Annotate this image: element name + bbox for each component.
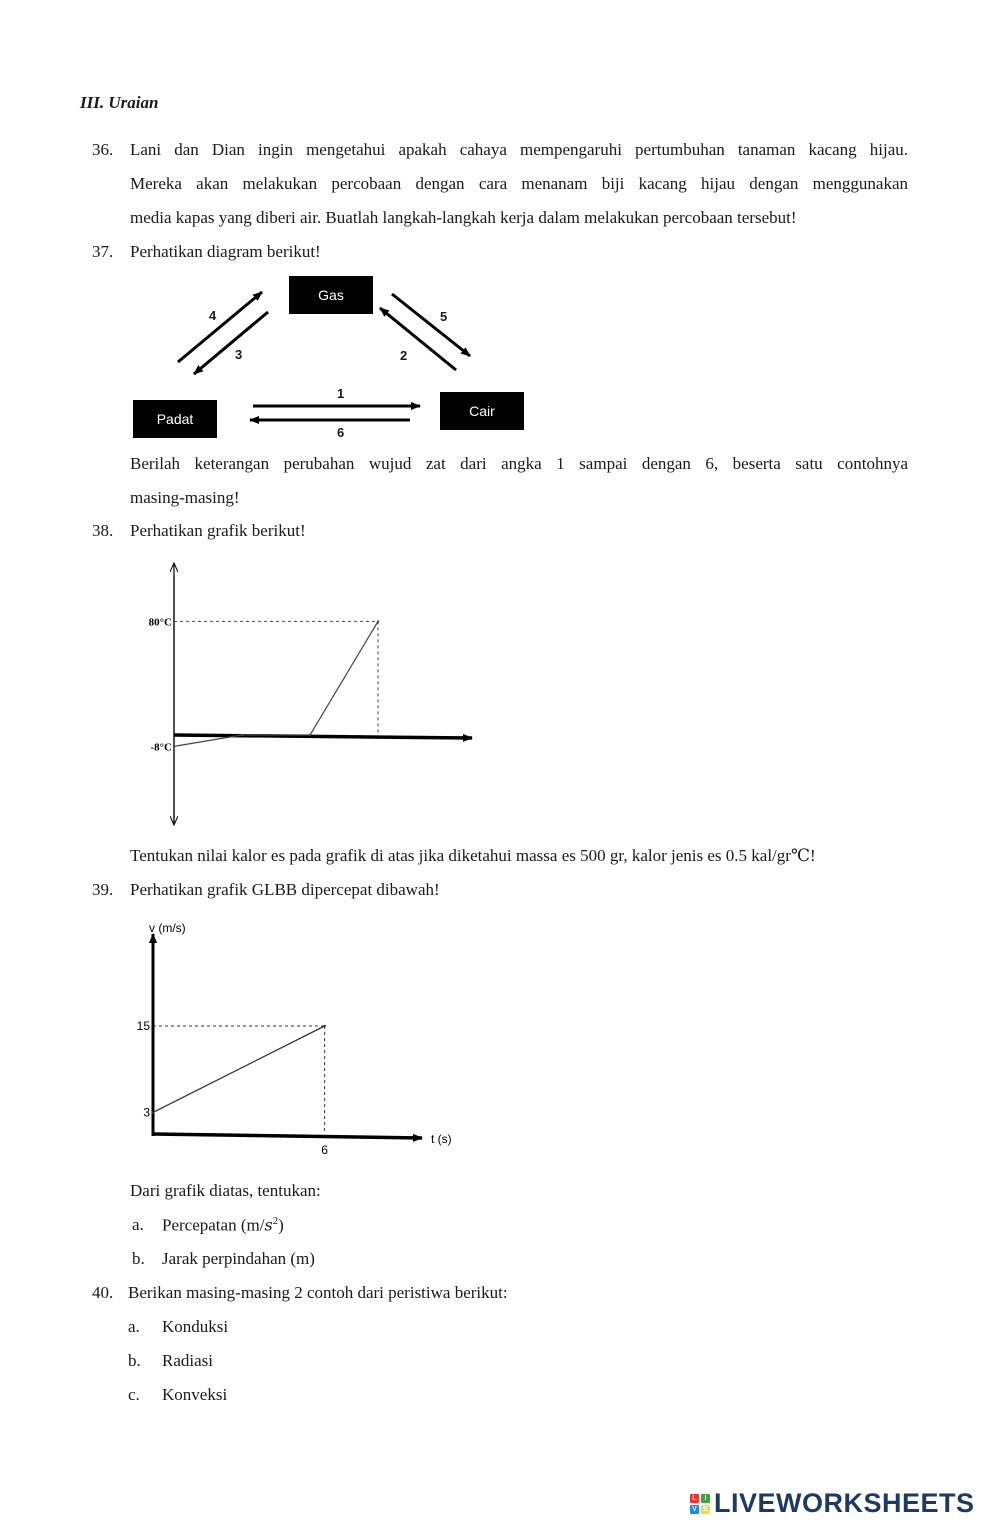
question-36-line-3: media kapas yang diberi air. Buatlah langkah-langkah kerja dalam melakukan percobaan tersebut! [130,208,797,227]
data-point-0 [152,1111,155,1114]
chart-2-plot-area [137,921,452,1157]
y-tick-label-1: -8°C [150,741,172,754]
x-axis-label: t (s) [431,1132,452,1146]
item-a-text: Percepatan (m/ [162,1215,265,1235]
question-38-number: 38. [92,521,114,540]
arrow-5 [392,294,470,356]
heating-curve-chart [120,555,500,835]
question-39-number: 39. [92,880,114,899]
question-40-item-b: Radiasi [162,1351,213,1370]
logo-cell-i: I [701,1494,710,1503]
cair-box: Cair [440,392,524,430]
arrow-label-1: 1 [337,386,345,401]
chart-1-plot-area [149,563,472,825]
arrow-label-3: 3 [235,347,243,362]
question-39-item-a [162,1215,284,1236]
y-tick-label-0: 80°C [148,616,172,629]
question-37-number: 37. [92,242,114,261]
question-37-text-line-1: Berilah keterangan perubahan wujud zat dari angka 1 sampai dengan 6, beserta satu contohnya [130,454,908,473]
question-40-item-c: Konveksi [162,1385,228,1404]
question-36-line-2: Mereka akan melakukan percobaan dengan cara menanam biji kacang hijau dengan menggunakan [130,174,908,193]
question-39-intro: Dari grafik diatas, tentukan: [130,1181,321,1200]
logo-cell-l: L [690,1494,699,1503]
data-point-1 [241,734,243,736]
question-39-item-a-letter: a. [132,1215,144,1234]
liveworksheets-logo [690,1488,975,1519]
question-40-item-b-letter: b. [128,1351,141,1370]
data-point-0 [173,745,175,747]
arrow-3 [194,312,268,374]
gas-box: Gas [289,276,373,314]
question-37-text-line-2: masing-masing! [130,488,240,507]
phase-arrows [0,0,1000,460]
section-title: III. Uraian [80,93,159,112]
data-point-2 [309,734,311,736]
question-40-item-c-letter: c. [128,1385,140,1404]
arrow-label-4: 4 [209,308,217,323]
question-40-number: 40. [92,1283,114,1302]
y-tick-label-15: 15 [136,1019,150,1033]
question-40-item-a: Konduksi [162,1317,229,1336]
logo-cell-v: V [690,1505,699,1514]
question-39-item-b: Jarak perpindahan (m) [162,1249,315,1268]
question-37-prompt: Perhatikan diagram berikut! [130,242,321,261]
arrow-label-2: 2 [400,348,408,363]
y-axis-label: v (m/s) [149,921,186,935]
glbb-velocity-chart [120,912,480,1162]
logo-cell-e: E [701,1505,710,1514]
question-36-number: 36. [92,140,114,159]
question-40-prompt: Berikan masing-masing 2 contoh dari peristiwa berikut: [128,1283,508,1302]
question-40-item-a-letter: a. [128,1317,140,1336]
question-38-prompt: Perhatikan grafik berikut! [130,521,306,540]
question-38-question: Tentukan nilai kalor es pada grafik di atas jika diketahui massa es 500 gr, kalor jenis es 0.5 kal/gr℃! [130,846,816,865]
item-a-close: ) [278,1215,284,1235]
padat-box: Padat [133,400,217,438]
arrow-label-6: 6 [337,425,345,440]
question-36-line-1: Lani dan Dian ingin mengetahui apakah cahaya mempengaruhi pertumbuhan tanaman kacang hijau. [130,140,908,159]
item-a-sup: 2 [272,1215,279,1227]
logo-grid-icon [690,1494,710,1514]
question-39-item-b-letter: b. [132,1249,145,1268]
brand-name: LIVEWORKSHEETS [714,1488,975,1518]
item-a-math: s [264,1215,273,1235]
temperature-line [174,621,378,746]
x-tick-label-6: 6 [321,1143,328,1157]
y-tick-label-3: 3 [143,1105,150,1120]
x-axis [174,735,472,738]
arrow-label-5: 5 [440,309,448,324]
x-axis [153,1134,422,1138]
velocity-line [153,1026,325,1112]
question-39-prompt: Perhatikan grafik GLBB dipercepat dibawah! [130,880,440,899]
